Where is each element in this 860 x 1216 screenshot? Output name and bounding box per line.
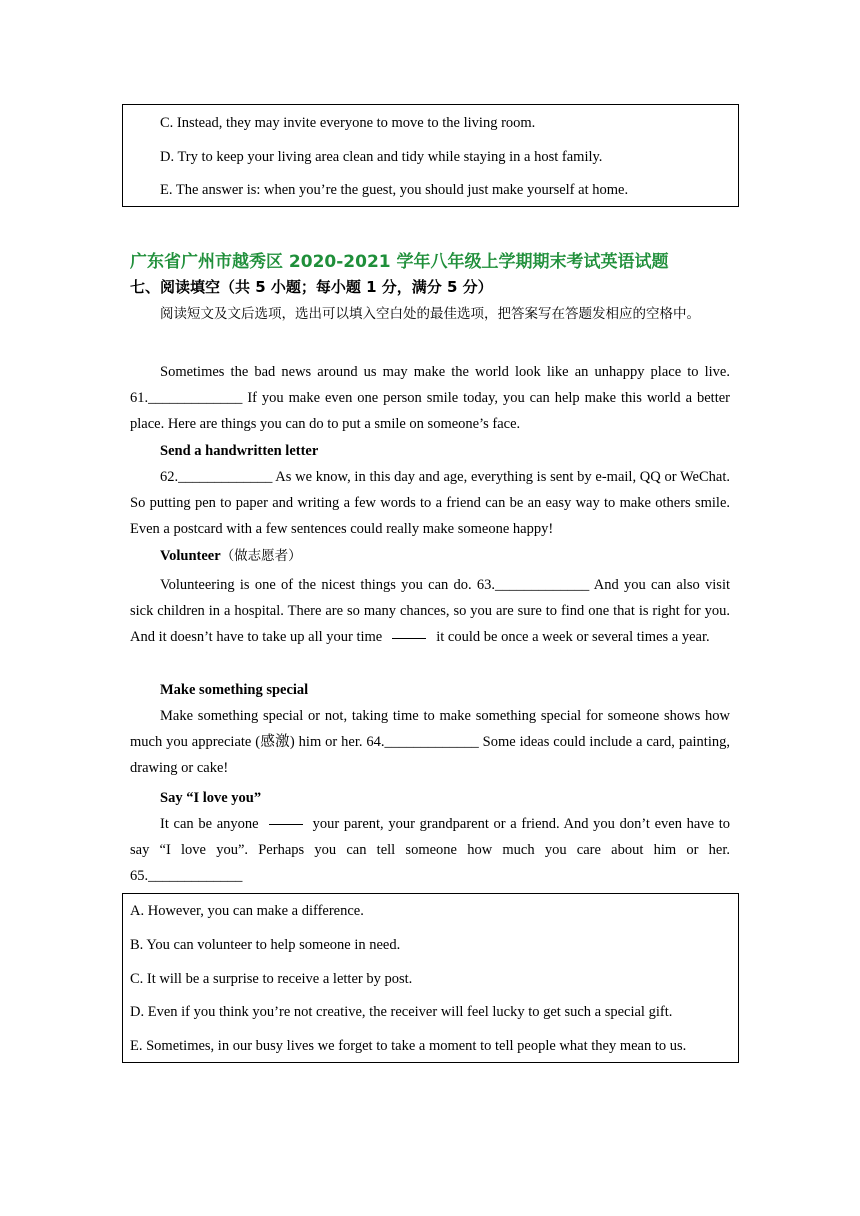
options-box-previous [122, 104, 739, 207]
paragraph-special: Make something special or not, taking time to make something special for someone shows how much you appreciate (感激) him or her. 64._____________ Some ideas could include a card, painting, drawing or cake! [130, 708, 730, 777]
dash-mark [269, 824, 303, 825]
volunteer-text-a: Volunteering is one of the nicest things you can do. 63._____________ And you can also visit sick children in a hospital. There are so many chances, so you are sure to find one that is right for you. And it doesn’t have to take up all your time [130, 577, 730, 646]
paragraph-volunteer [130, 572, 730, 651]
option-e: E. Sometimes, in our busy lives we forget to take a moment to tell people what they mean to us. [130, 1038, 687, 1054]
intro-paragraph: Sometimes the bad news around us may make the world look like an unhappy place to live. 61._____________ If you make even one person smile today, you can help make this world a better place. Here are things you can do to put a smile on someone’s face. [130, 364, 730, 433]
section-heading: 七、阅读填空（共 5 小题；每小题 1 分，满分 5 分） [130, 278, 493, 296]
volunteer-note: （做志愿者） [220, 548, 302, 564]
volunteer-label: Volunteer [160, 548, 221, 564]
option-d-previous: D. Try to keep your living area clean and tidy while staying in a host family. [160, 149, 603, 165]
volunteer-text-b: it could be once a week or several times a year. [436, 629, 710, 646]
option-b: B. You can volunteer to help someone in need. [130, 937, 401, 953]
dash-mark [392, 638, 426, 639]
love-text-a: It can be anyone [160, 816, 259, 832]
love-text-b: your parent, your grandparent or a friend. And you don’t even have to say “I love you”. Perhaps you can tell someone how much you care about him or her. 65._____________ [130, 816, 730, 885]
paragraph-love [130, 811, 730, 890]
subheading-letter: Send a handwritten letter [160, 443, 319, 459]
paragraph-letter: 62._____________ As we know, in this day and age, everything is sent by e-mail, QQ or WeChat. So putting pen to paper and writing a few words to a friend can be an easy way to make others smile. Even a postcard with a few sentences could really make someone happy! [130, 469, 730, 538]
option-d: D. Even if you think you’re not creative, the receiver will feel lucky to get such a special gift. [130, 1004, 673, 1020]
subheading-special: Make something special [160, 682, 309, 698]
exam-title: 广东省广州市越秀区 2020-2021 学年八年级上学期期末考试英语试题 [130, 252, 669, 272]
option-e-previous: E. The answer is: when you’re the guest, you should just make yourself at home. [160, 182, 629, 198]
subheading-volunteer [160, 546, 302, 566]
option-c-previous: C. Instead, they may invite everyone to move to the living room. [160, 115, 536, 131]
instruction-text: 阅读短文及文后选项，选出可以填入空白处的最佳选项，把答案写在答题发相应的空格中。 [160, 306, 700, 322]
subheading-love: Say “I love you” [160, 790, 262, 806]
options-box [122, 893, 739, 1063]
option-c: C. It will be a surprise to receive a letter by post. [130, 971, 413, 987]
option-a: A. However, you can make a difference. [130, 903, 364, 919]
